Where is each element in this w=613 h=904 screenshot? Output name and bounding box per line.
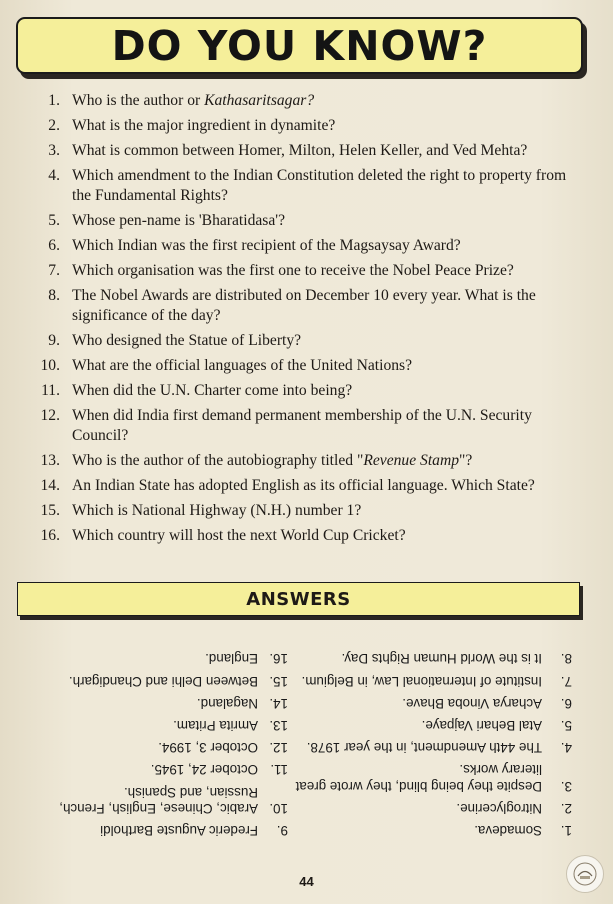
question-item: 13. Who is the author of the autobiography titled "Revenue Stamp"? [40,452,473,469]
question-item: 14. An Indian State has adopted English as its official language. Which State? [40,477,535,494]
questions-list [28,91,576,551]
answer-item: 16. England. [205,651,288,667]
answers-column-left [292,644,572,838]
answer-item: 7. Institute of International Law, in Belgium. [301,673,572,689]
question-item: 1. Who is the author or Kathasaritsagar? [48,92,315,109]
answer-item: 13. Amrita Pritam. [173,717,288,733]
answer-item: 12. October 3, 1994. [158,740,288,756]
question-item: 11. When did the U.N. Charter come into being? [41,382,353,399]
answers-column-right [22,644,288,838]
question-item: 10. What are the official languages of the United Nations? [40,357,413,374]
question-item: 8. The Nobel Awards are distributed on December 10 every year. What is the significance of the day? [48,287,536,324]
question-item: 4. Which amendment to the Indian Constitution deleted the right to property from the Fundamental Rights? [48,167,567,204]
question-item: 3. What is common between Homer, Milton, Helen Keller, and Ved Mehta? [48,142,528,159]
question-item: 15. Which is National Highway (N.H.) number 1? [40,502,362,519]
answer-item: 4. The 44th Amendment, in the year 1978. [306,740,572,756]
answer-item: 5. Atal Behari Vajpaye. [421,717,572,733]
question-item: 9. Who designed the Statue of Liberty? [48,332,302,349]
question-item: 2. What is the major ingredient in dynamite? [48,117,336,134]
answers-banner [17,582,580,616]
answer-item: 2. Nitroglycerine. [456,800,572,816]
answer-item: 6. Acharya Vinoba Bhave. [402,695,572,711]
question-item: 12. When did India first demand permanent membership of the U.N. Security Council? [40,407,532,444]
library-stamp-icon [566,855,604,893]
answer-item: 9. Frederic Auguste Bartholdi [100,823,288,838]
answers-upside-down [22,624,580,844]
page-title: DO YOU KNOW? [111,21,488,70]
question-item: 6. Which Indian was the first recipient of the Magsaysay Award? [48,237,461,254]
answer-item: 10. Arabic, Chinese, English, French, Russian, and Spanish. [59,784,288,816]
question-item: 7. Which organisation was the first one to receive the Nobel Peace Prize? [48,262,514,279]
answer-item: 1. Somadeva. [474,823,572,838]
answer-item: 11. October 24, 1945. [150,762,288,778]
answer-item: 14. Nagaland. [196,695,288,711]
title-banner [16,17,583,74]
question-item: 5. Whose pen-name is 'Bharatidasa'? [48,212,286,229]
stamp-glyph-icon [572,861,598,887]
answer-item: 3. Despite they being blind, they wrote great literary works. [295,762,572,794]
answer-item: 8. It is the World Human Rights Day. [341,651,572,667]
answer-item: 15. Between Delhi and Chandigarh. [68,673,288,689]
question-item: 16. Which country will host the next World Cup Cricket? [40,527,406,544]
answers-title: ANSWERS [246,588,351,610]
page-number: 44 [299,874,314,889]
